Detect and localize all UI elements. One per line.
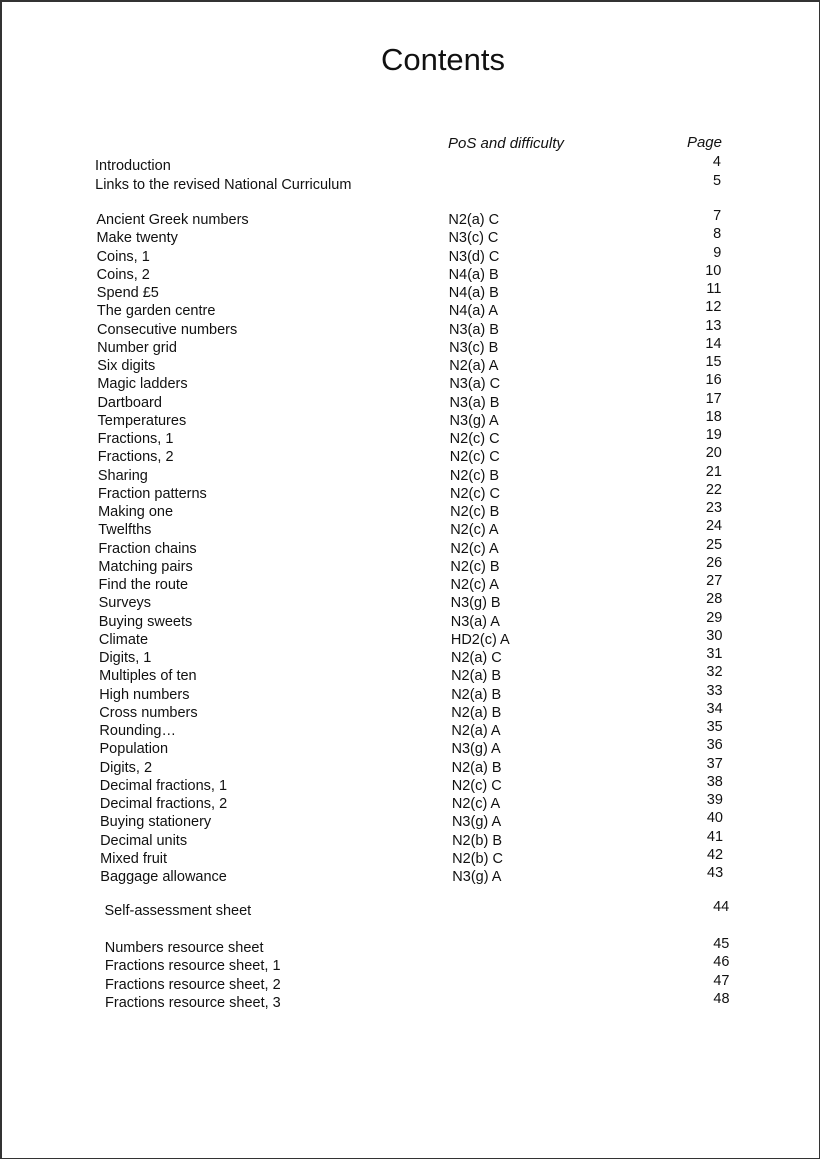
toc-entry-page-number: 45 <box>713 936 730 952</box>
toc-entry-title: Spend £5 <box>96 285 159 301</box>
toc-entry-title: Number grid <box>97 339 177 356</box>
toc-entry-page-number: 5 <box>712 172 722 189</box>
toc-entry-title: Surveys <box>98 595 152 612</box>
toc-row <box>2 172 820 194</box>
toc-entry-pos-difficulty: HD2(c) A <box>450 631 510 648</box>
toc-entry-pos-difficulty: N2(c) A <box>451 796 501 812</box>
toc-row <box>2 899 820 920</box>
toc-entry-pos-difficulty: N2(a) B <box>451 759 502 776</box>
toc-entry-page-number: 7 <box>713 208 722 224</box>
toc-entry-pos-difficulty: N2(c) B <box>450 504 500 520</box>
toc-entry-title: Fraction patterns <box>97 485 207 502</box>
toc-entry-pos-difficulty: N4(a) A <box>448 303 499 320</box>
toc-entry-pos-difficulty: N2(c) A <box>450 522 499 539</box>
toc-entry-title: Make twenty <box>96 230 178 247</box>
toc-entry-page-number: 17 <box>705 390 722 407</box>
toc-entry-title: Ancient Greek numbers <box>96 212 249 228</box>
toc-entry-title: High numbers <box>99 686 190 703</box>
toc-entry-title: Decimal units <box>100 832 188 849</box>
toc-entry-page-number: 15 <box>705 354 722 370</box>
toc-entry-title: Fractions resource sheet, 3 <box>105 994 281 1011</box>
toc-entry-pos-difficulty: N2(c) B <box>449 467 500 484</box>
toc-entry-page-number: 48 <box>713 990 730 1007</box>
toc-entry-pos-difficulty: N3(g) A <box>451 741 501 758</box>
toc-entry-title: Numbers resource sheet <box>104 940 264 956</box>
toc-entry-page-number: 23 <box>705 500 723 516</box>
toc-entry-title: Buying sweets <box>98 613 193 630</box>
toc-entry-page-number: 40 <box>706 810 723 827</box>
toc-entry-pos-difficulty: N2(a) C <box>450 650 502 666</box>
toc-entry-title: Sharing <box>97 467 148 484</box>
toc-entry-page-number: 19 <box>705 427 722 443</box>
toc-entry-page-number: 43 <box>707 865 724 881</box>
toc-entry-pos-difficulty: N2(c) B <box>450 558 500 575</box>
toc-entry-page-number: 37 <box>706 755 723 772</box>
toc-entry-title: Twelfths <box>98 522 152 539</box>
toc-entry-title: Multiples of ten <box>99 668 197 685</box>
toc-row <box>2 865 820 886</box>
toc-entry-title: Fractions resource sheet, 1 <box>104 958 281 975</box>
toc-entry-pos-difficulty: N2(a) B <box>451 686 502 703</box>
toc-entry-pos-difficulty: N3(g) A <box>449 412 499 429</box>
column-header-pos: PoS and difficulty <box>448 135 564 152</box>
toc-entry-page-number: 14 <box>705 335 722 352</box>
toc-entry-page-number: 9 <box>713 244 722 261</box>
toc-entry-pos-difficulty: N3(a) B <box>449 321 499 338</box>
toc-entry-title: Coins, 1 <box>96 248 150 265</box>
toc-entry-pos-difficulty: N2(b) B <box>452 832 503 849</box>
toc-entry-title: Coins, 2 <box>96 266 150 283</box>
toc-entry-page-number: 33 <box>706 682 723 699</box>
toc-entry-title: Buying stationery <box>99 814 212 831</box>
toc-entry-pos-difficulty: N3(a) A <box>450 613 500 630</box>
toc-entry-pos-difficulty: N2(a) B <box>451 704 502 721</box>
toc-entry-title: Dartboard <box>97 394 162 411</box>
toc-entry-pos-difficulty: N4(a) B <box>448 285 499 301</box>
toc-entry-title: Consecutive numbers <box>97 321 238 338</box>
toc-entry-page-number: 38 <box>706 773 723 790</box>
toc-entry-page-number: 12 <box>705 299 722 316</box>
toc-entry-pos-difficulty: N3(g) B <box>450 595 501 612</box>
toc-entry-page-number: 31 <box>706 646 723 662</box>
toc-entry-page-number: 30 <box>706 627 723 644</box>
toc-entry-page-number: 21 <box>705 463 722 480</box>
page-title: Contents <box>380 42 506 77</box>
toc-entry-page-number: 25 <box>706 536 723 553</box>
toc-entry-page-number: 22 <box>705 481 722 498</box>
toc-entry-pos-difficulty: N2(a) A <box>451 723 501 739</box>
toc-row <box>2 990 820 1012</box>
toc-entry-pos-difficulty: N2(c) A <box>450 577 499 593</box>
toc-entry-title: Matching pairs <box>98 558 193 575</box>
toc-entry-title: Rounding… <box>99 723 176 739</box>
toc-entry-page-number: 44 <box>713 899 730 915</box>
toc-entry-title: Six digits <box>97 358 156 374</box>
toc-entry-pos-difficulty: N3(a) C <box>449 376 501 393</box>
toc-entry-page-number: 24 <box>705 518 723 535</box>
toc-entry-pos-difficulty: N2(c) C <box>451 777 502 794</box>
toc-entry-title: Mixed fruit <box>100 850 168 867</box>
toc-entry-page-number: 8 <box>713 226 722 243</box>
toc-entry-pos-difficulty: N2(a) A <box>449 358 499 374</box>
toc-entry-pos-difficulty: N2(c) C <box>449 449 500 466</box>
toc-entry-title: Baggage allowance <box>100 869 227 885</box>
toc-entry-page-number: 32 <box>706 664 723 681</box>
toc-entry-pos-difficulty: N3(g) A <box>452 869 502 885</box>
toc-entry-pos-difficulty: N3(g) A <box>451 814 502 831</box>
toc-entry-pos-difficulty: N3(c) C <box>448 230 499 247</box>
toc-entry-page-number: 36 <box>706 737 723 754</box>
toc-entry-page-number: 11 <box>706 281 722 297</box>
toc-entry-page-number: 41 <box>706 828 724 845</box>
toc-entry-pos-difficulty: N2(c) C <box>449 485 500 502</box>
toc-entry-title: Digits, 2 <box>99 759 153 776</box>
toc-entry-title: Fractions, 1 <box>97 431 174 447</box>
toc-entry-title: Self-assessment sheet <box>104 903 252 919</box>
column-header-page: Page <box>686 134 722 151</box>
toc-entry-title: Population <box>99 741 169 758</box>
toc-entry-page-number: 46 <box>713 954 730 971</box>
toc-entry-pos-difficulty: N2(c) A <box>450 540 499 557</box>
toc-entry-pos-difficulty: N3(c) B <box>449 339 499 356</box>
toc-entry-page-number: 47 <box>713 972 730 989</box>
toc-entry-title: The garden centre <box>96 303 216 320</box>
toc-entry-page-number: 29 <box>706 609 723 626</box>
toc-entry-page-number: 35 <box>706 719 723 735</box>
toc-entry-title: Digits, 1 <box>98 650 152 666</box>
toc-entry-title: Links to the revised National Curriculum <box>95 176 352 193</box>
toc-entry-pos-difficulty: N3(d) C <box>448 248 500 265</box>
toc-entry-title: Decimal fractions, 2 <box>99 796 228 812</box>
toc-entry-page-number: 39 <box>706 792 723 808</box>
toc-entry-title: Introduction <box>95 158 171 174</box>
toc-entry-page-number: 28 <box>706 591 723 608</box>
toc-entry-page-number: 34 <box>706 700 723 717</box>
toc-entry-page-number: 26 <box>706 554 723 571</box>
toc-entry-pos-difficulty: N2(c) C <box>449 431 500 447</box>
toc-entry-pos-difficulty: N2(a) C <box>448 212 500 228</box>
toc-entry-pos-difficulty: N2(b) C <box>452 850 503 867</box>
toc-entry-pos-difficulty: N3(a) B <box>449 394 500 411</box>
toc-entry-title: Decimal fractions, 1 <box>99 777 228 794</box>
toc-entry-title: Making one <box>98 504 174 520</box>
toc-entry-title: Temperatures <box>97 412 187 429</box>
toc-entry-title: Cross numbers <box>99 704 198 721</box>
toc-entry-title: Fractions resource sheet, 2 <box>104 976 281 993</box>
toc-entry-pos-difficulty: N2(a) B <box>451 668 502 685</box>
toc-entry-page-number: 10 <box>705 262 722 279</box>
toc-entry-pos-difficulty: N4(a) B <box>448 266 499 283</box>
toc-entry-page-number: 16 <box>705 372 722 389</box>
toc-entry-page-number: 13 <box>705 317 722 334</box>
toc-entry-title: Climate <box>98 631 149 648</box>
toc-entry-title: Find the route <box>98 577 189 593</box>
toc-entry-page-number: 27 <box>706 573 723 589</box>
toc-entry-page-number: 20 <box>705 445 722 462</box>
toc-entry-title: Fractions, 2 <box>97 449 174 466</box>
toc-entry-page-number: 42 <box>706 846 724 863</box>
toc-entry-page-number: 18 <box>705 408 722 425</box>
toc-entry-page-number: 4 <box>712 154 721 170</box>
toc-entry-title: Magic ladders <box>97 376 188 393</box>
toc-entry-title: Fraction chains <box>98 540 197 557</box>
